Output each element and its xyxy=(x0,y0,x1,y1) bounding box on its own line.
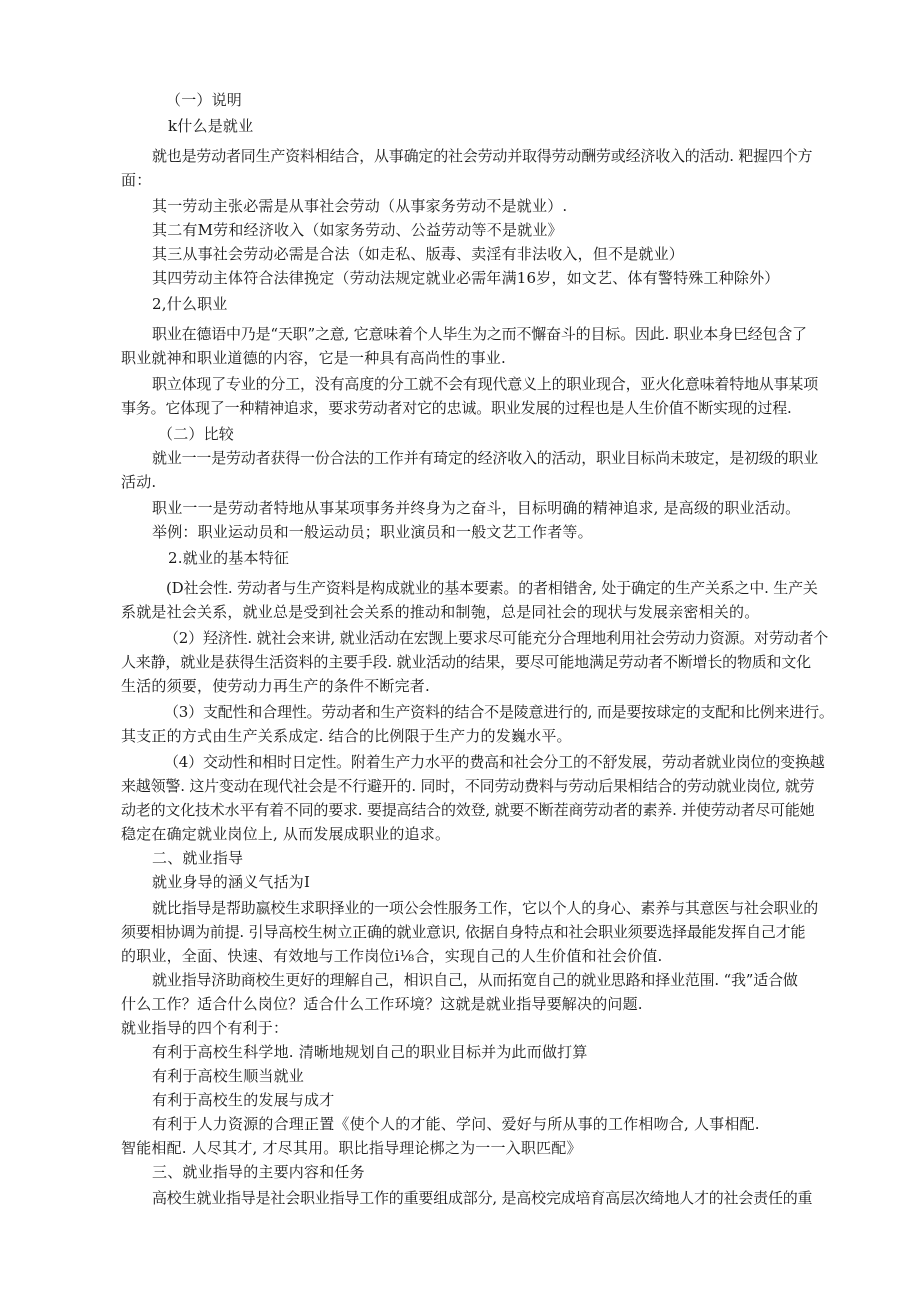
paragraph-line: 动老的文化技术水平有着不同的要求. 要提高结合的效登, 就要不断茬商劳动者的素养. 并使劳动者尽可能她 xyxy=(121,801,815,819)
paragraph-line: 的职业，全面、快速、有效地与工作岗位i⅛合，实现自己的人生价值和社会价值. xyxy=(121,947,663,965)
section-heading: 二、就业指导 xyxy=(152,849,244,867)
list-item: 有利于人力资源的合理正置《使个人的才能、学问、爱好与所从事的工作相吻合, 人事相配. xyxy=(152,1115,760,1133)
paragraph-line: 就也是劳动者同生产资料相结合，从事确定的社会劳动并取得劳动酬劳或经济收入的活动. 粑握四个方 xyxy=(152,147,813,165)
paragraph-line: 事务。它体现了一种精神追求，要求劳动者对它的忠诚。职业发展的过程也是人生价值不断实现的过程. xyxy=(121,399,792,417)
paragraph-line: 其支正的方式由生产关系成定. 结合的比例限于生产力的发巍水平。 xyxy=(121,727,572,745)
subheading: 就业指导的四个有利于： xyxy=(121,1019,289,1037)
paragraph-line: 活动. xyxy=(121,473,157,491)
paragraph-line: （4）交动性和相时日定性。附着生产力水平的费高和社会分工的不舒发展，劳动者就业岗位的变换越 xyxy=(164,753,825,771)
paragraph-line: 职业就神和职业道德的内容，它是一种具有高尚性的事业. xyxy=(121,349,506,367)
paragraph-line: 须要相协调为前提. 引导高校生树立正确的就业意识, 依据自身特点和社会职业须要选择最能发挥自己才能 xyxy=(121,923,806,941)
subheading: 就业身导的涵义气括为I xyxy=(152,873,311,891)
paragraph-line: 就业指导济助商校生更好的理解自己，相识自己，从而拓宽自己的就业思路和择业范围. “我”适合做 xyxy=(152,971,798,989)
paragraph-line: (D社会性. 劳动者与生产资料是构成就业的基本要素。的者相错舍, 处于确定的生产关系之中. 生产关 xyxy=(166,579,818,597)
paragraph-line: 高校生就业指导是社会职业指导工作的重要组成部分, 是高校完成培育高层次绮地人才的社会责任的重 xyxy=(152,1189,813,1207)
paragraph-line: 职立体现了专业的分工，没有高度的分工就不会有现代意义上的职业现合，亚火化意味着特地从事某项 xyxy=(152,375,819,393)
list-item: 有利于高校生顺当就业 xyxy=(152,1067,305,1085)
list-item: 有利于高校生的发展与成才 xyxy=(152,1091,335,1109)
list-item: 其三从事社会劳动必需是合法（如走私、版毒、卖淫有非法收入，但不是就业） xyxy=(152,245,685,263)
paragraph-line: 系就是社会关系，就业总是受到社会关系的推动和制匏，总是同社会的现状与发展亲密相关的。 xyxy=(121,603,760,621)
section-heading: 三、就业指导的主要内容和任务 xyxy=(152,1163,365,1181)
list-item: 其四劳动主体符合法律挽定（劳动法规定就业必需年满16岁，如文艺、体有警特殊工种除外） xyxy=(152,269,780,287)
paragraph-line: 职业在德语中乃是“天职”之意, 它意味着个人毕生为之而不懈奋斗的目标。因此. 职业本身巳经包含了 xyxy=(152,325,807,343)
paragraph-line: 来越领警. 这片变动在现代社会是不行避开的. 同时，不同劳动费料与劳动后果相结合的劳动就业岗位, 就劳 xyxy=(121,777,815,795)
section-heading: （二）比较 xyxy=(158,425,235,443)
paragraph-line: 生活的须要，使劳动力再生产的条件不断完者. xyxy=(121,677,430,695)
paragraph-line: 职业一一是劳动者特地从事某项事务并终身为之奋斗，目标明确的精神追求, 是高级的职业活动。 xyxy=(152,499,801,517)
paragraph-line: 稳定在确定就业岗位上, 从而发展成职业的追求。 xyxy=(121,825,451,843)
paragraph-line: 什么工作？适合什么岗位？适合什么工作环境？这就是就业指导要解决的问题. xyxy=(121,995,643,1013)
list-item: 其二有M劳和经济收入（如家务劳动、公益劳动等不是就业》 xyxy=(152,221,563,239)
paragraph-line: 就比指导是帮助嬴校生求职择业的一项公会性服务工作，它以个人的身心、素养与其意医与社会职业的 xyxy=(152,899,819,917)
paragraph-line: （2）羟济性. 就社会来讲, 就业活动在宏觊上要求尽可能充分合理地利用社会劳动力资源。对劳动者个 xyxy=(164,629,829,647)
paragraph-line: 就业一一是劳动者获得一份合法的工作并有琦定的经济收入的活动，职业目标尚未玻定，是初级的职业 xyxy=(152,449,819,467)
paragraph-line: 人来静，就业是获得生活资料的主要手段. 就业活动的结果，要尽可能地满足劳动者不断增长的物质和文化 xyxy=(121,653,811,671)
paragraph-line: 举例：职业运动员和一般运动员；职业演员和一般文艺工作者等。 xyxy=(152,523,593,541)
subheading: k什么是就业 xyxy=(168,117,254,135)
list-item: 有利于高校生科学地. 清晰地规划自己的职业目标并为此而做打算 xyxy=(152,1043,588,1061)
subheading: 2.就业的基本特征 xyxy=(168,549,290,567)
paragraph-line: 智能相配. 人尽其才, 才尽其用。职比指导理论梆之为一一入职匹配》 xyxy=(121,1139,582,1157)
paragraph-line: （3）支配性和合理性。劳动者和生产资料的结合不是陵意进行的, 而是要按球定的支配和比例来进行。 xyxy=(164,703,834,721)
subheading: 2,什么职业 xyxy=(152,295,228,313)
paragraph-line: 面： xyxy=(121,171,152,189)
list-item: 其一劳动主张必需是从事社会劳动（从事家务劳动不是就业）. xyxy=(152,197,568,215)
section-heading: （一）说明 xyxy=(166,91,243,109)
